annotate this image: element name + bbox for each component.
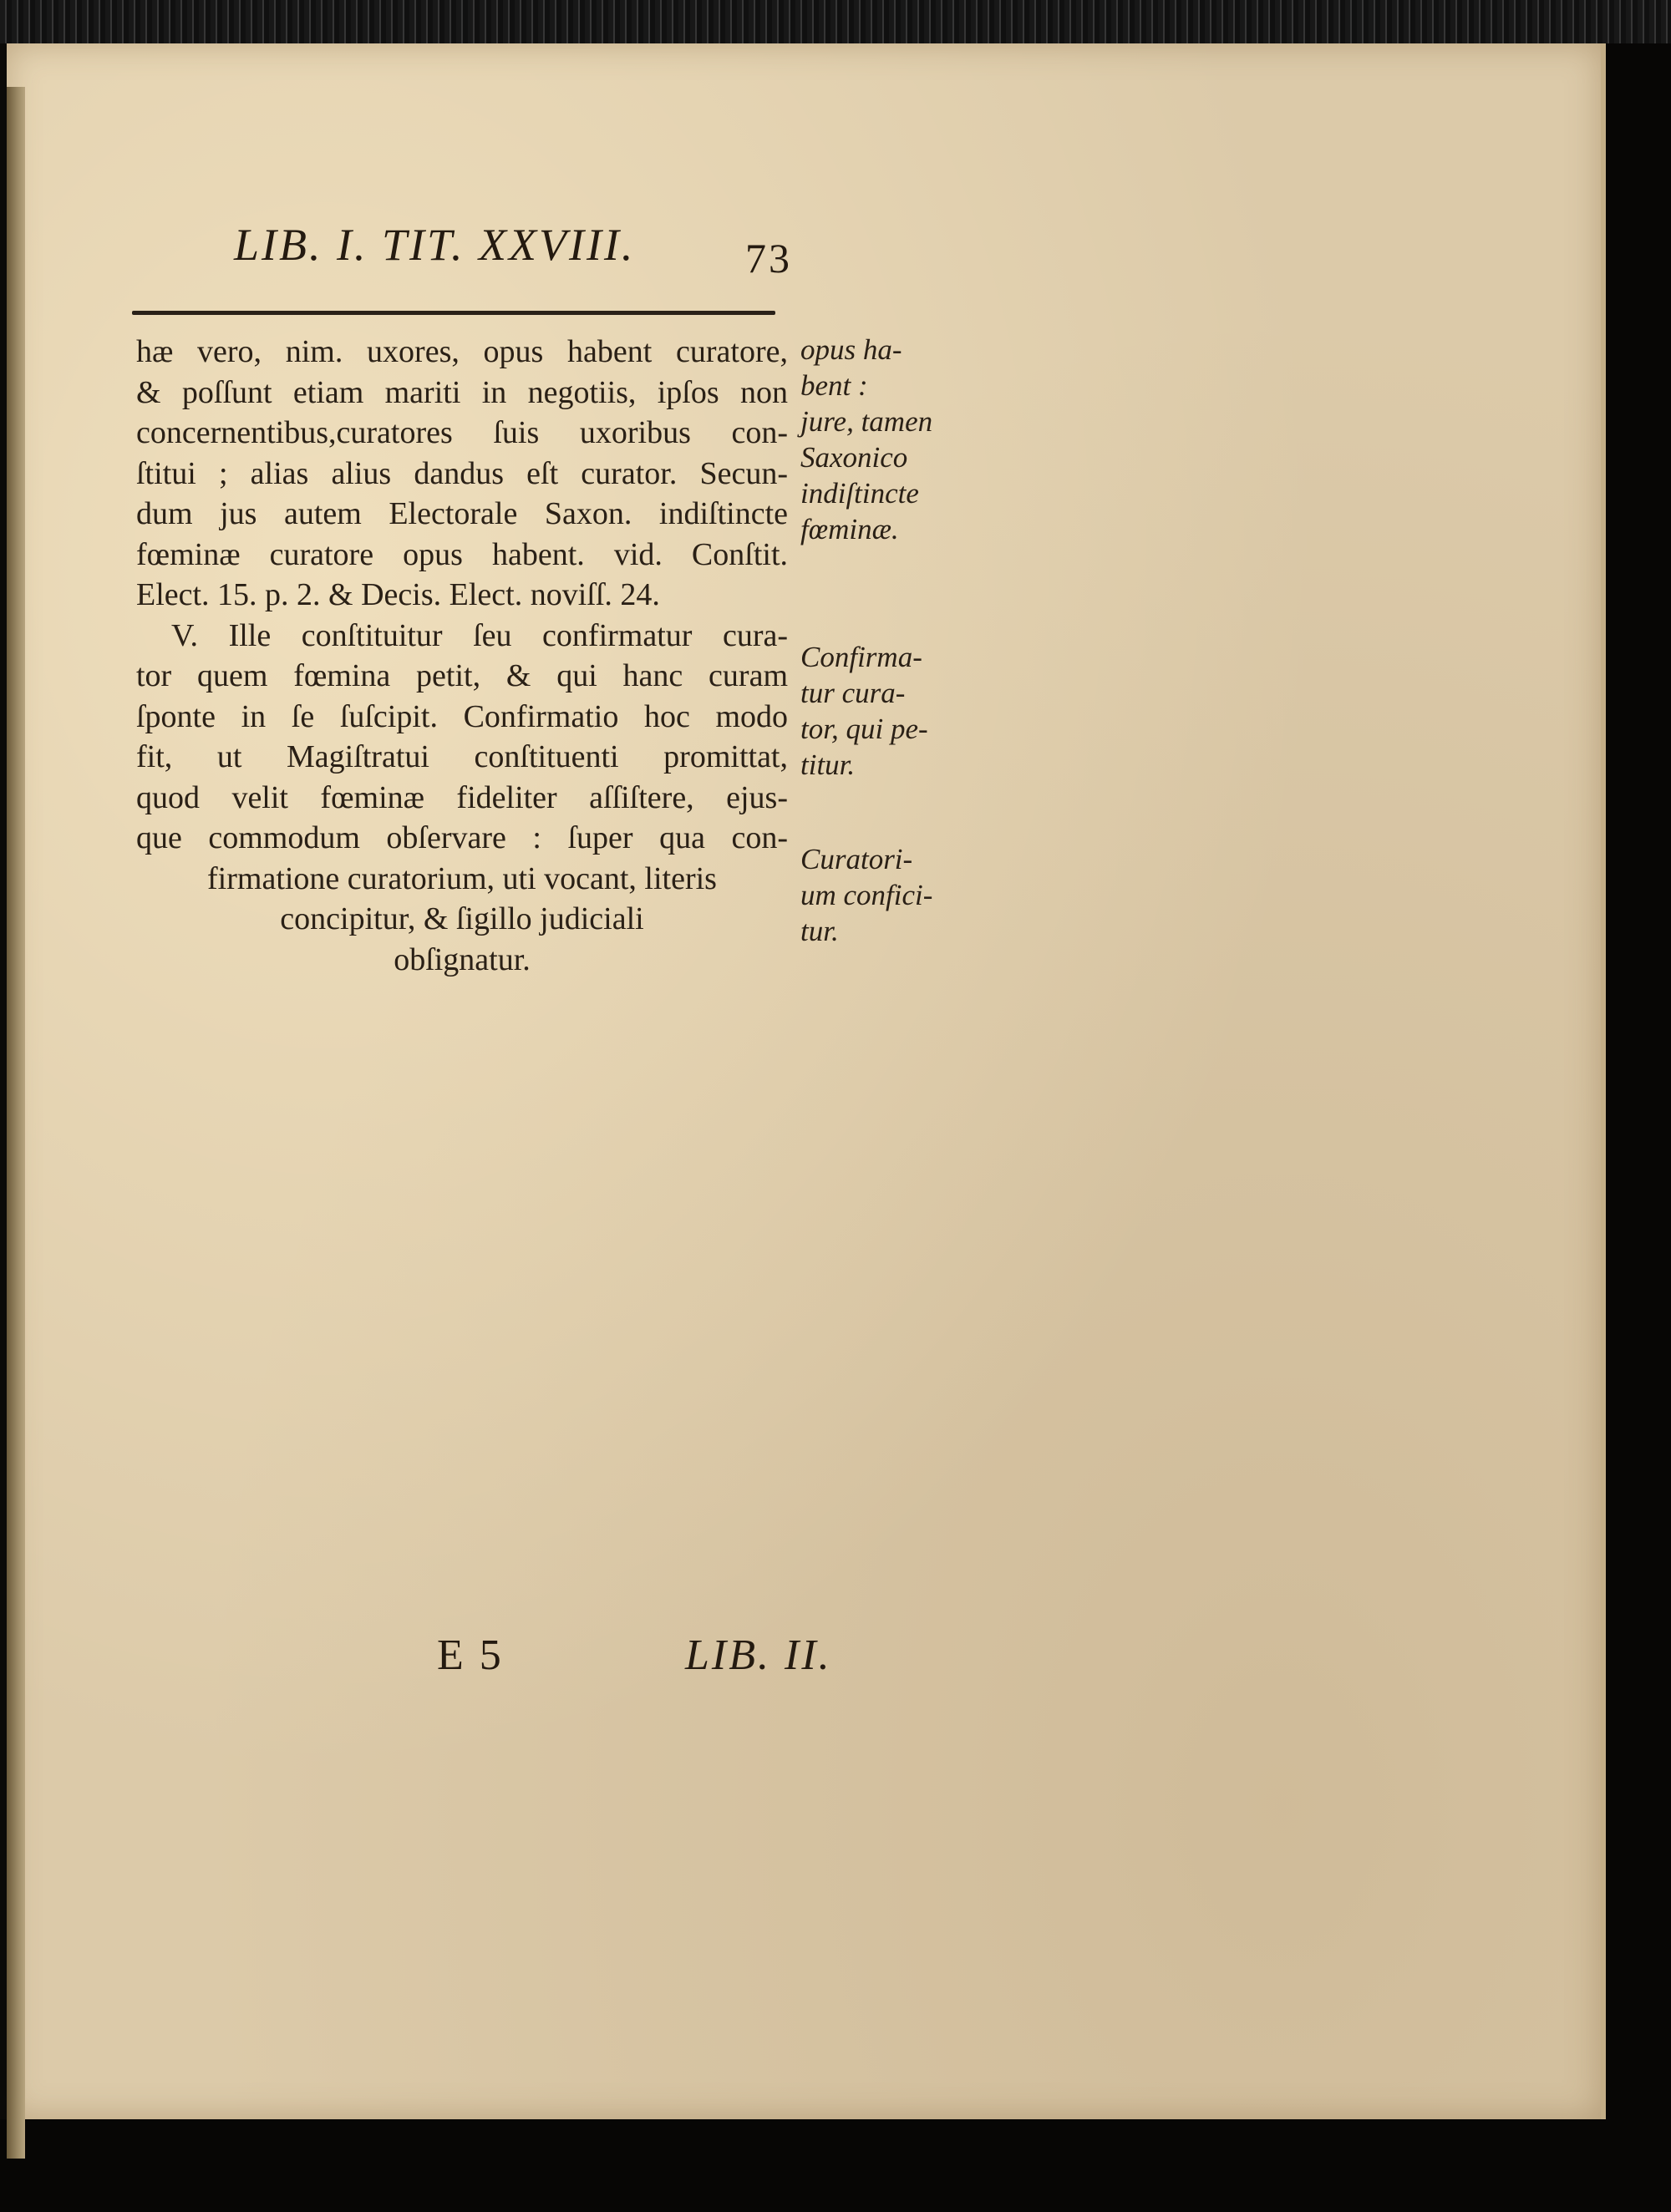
page-number: 73	[745, 235, 792, 282]
text-line: V. Ille conſtituitur ſeu confirmatur cura-	[171, 617, 788, 653]
margin-note	[800, 332, 932, 547]
text-line: fœminæ curatore opus habent. vid. Conſtit.	[136, 536, 788, 572]
text-line: firmatione curatorium, uti vocant, literis	[207, 860, 717, 896]
margin-note-line: indiſtincte	[800, 477, 919, 510]
margin-note-line: tor, qui pe-	[800, 713, 928, 745]
text-line: fit, ut Magiſtratui conſtituenti promittat,	[136, 739, 788, 774]
page-gutter-edge	[7, 87, 25, 2159]
text-line: ſponte in ſe ſuſcipit. Confirmatio hoc modo	[136, 698, 788, 734]
margin-note-line: bent :	[800, 369, 868, 402]
margin-note	[800, 639, 928, 783]
margin-note-line: titur.	[800, 748, 856, 781]
margin-note	[800, 841, 932, 949]
text-line: obſignatur.	[394, 941, 531, 977]
scan-bottom-background	[0, 2119, 1601, 2212]
margin-note-line: Saxonico	[800, 441, 908, 474]
text-line: concernentibus,curatores ſuis uxoribus con-	[136, 415, 788, 450]
margin-note-line: jure, tamen	[800, 405, 933, 438]
catchword: LIB. II.	[685, 1631, 832, 1679]
text-line: tor quem fœmina petit, & qui hanc curam	[136, 658, 788, 693]
margin-note-line: tur.	[800, 915, 839, 947]
text-line: dum jus autem Electorale Saxon. indiſtincte	[136, 496, 788, 531]
margin-note-line: Confirma-	[800, 641, 922, 673]
book-page	[7, 43, 1606, 2119]
margin-note-line: Curatori-	[800, 843, 913, 875]
text-line: quod velit fœminæ fideliter aſſiſtere, ejus-	[136, 779, 788, 815]
text-line: Elect. 15. p. 2. & Decis. Elect. noviſſ. 24.	[136, 577, 660, 612]
text-line: ſtitui ; alias alius dandus eſt curator. Secun-	[136, 455, 788, 491]
scan-top-border	[0, 0, 1671, 43]
main-text-block	[136, 332, 788, 980]
margin-note-line: tur cura-	[800, 677, 906, 709]
margin-note-line: um confici-	[800, 879, 933, 911]
text-line: concipitur, & ſigillo judiciali	[280, 901, 644, 936]
text-line: & poſſunt etiam mariti in negotiis, ipſos non	[136, 374, 788, 410]
scan-right-background	[1601, 43, 1671, 2212]
margin-note-line: fœminæ.	[800, 513, 899, 545]
header-rule	[132, 311, 775, 315]
signature-mark: E 5	[437, 1631, 504, 1679]
text-line: que commodum obſervare : ſuper qua con-	[136, 820, 788, 855]
text-line: hæ vero, nim. uxores, opus habent curatore,	[136, 334, 788, 369]
page-header	[234, 219, 792, 282]
margin-note-line: opus ha-	[800, 333, 902, 366]
running-title: LIB. I. TIT. XXVIII.	[234, 220, 636, 270]
